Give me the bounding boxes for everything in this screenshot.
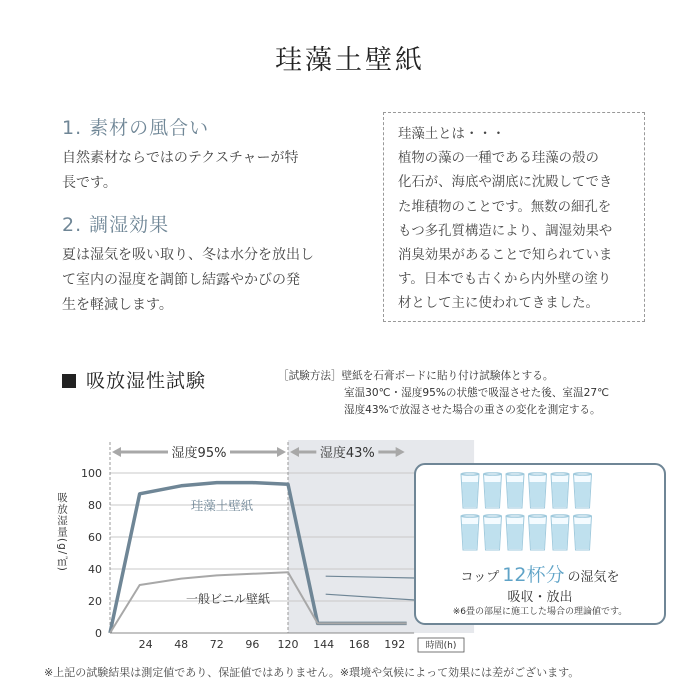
y-tick-label: 40 [88,563,102,576]
feature-2-line: て室内の湿度を調節し結露やかびの発 [62,272,300,288]
series-label: 一般ビニル壁紙 [185,592,271,606]
y-tick-label: 100 [81,467,102,480]
callout-line-2: 吸収・放出 [507,590,573,605]
x-tick-label: 120 [277,638,299,651]
test-method-line: 室温30℃・湿度95%の状態で吸湿させた後、室温27℃ [344,387,609,399]
cup-icon [484,473,502,509]
cup-icon [529,515,547,551]
test-method-line: ［試験方法］壁紙を石膏ボードに貼り付け試験体とする。 [278,370,554,382]
x-tick-label: 192 [384,638,406,651]
info-line: 消臭効果があることで知られていま [398,248,613,264]
feature-1-line: 長です。 [62,175,117,191]
info-line: 珪藻土とは・・・ [398,127,506,142]
callout-pre: コップ [460,570,500,585]
info-line: 材として主に使われてきました。 [398,296,599,312]
square-bullet-icon [62,374,76,388]
callout-note: ※6畳の部屋に施工した場合の理論値です。 [452,607,628,617]
page-title: 珪藻土壁紙 [275,45,425,76]
info-line: す。日本でも古くから内外壁の塗り [398,272,612,288]
x-tick-label: 48 [174,638,189,651]
feature-2-heading: 2. 調湿効果 [62,214,170,236]
y-tick-label: 20 [88,595,102,608]
test-method-line: 湿度43%で放湿させた場合の重さの変化を測定する。 [344,404,601,416]
cup-icon [461,473,479,509]
y-axis-label: 吸放湿量(g/㎡) [56,492,68,572]
callout-post: の湿気を [567,570,620,585]
moisture-chart [0,430,700,655]
x-tick-label: 96 [245,638,260,651]
phase-label: 湿度43% [319,446,375,461]
x-tick-label: 144 [313,638,335,651]
cup-icon [551,473,569,509]
x-axis-label: 時間(h) [425,641,457,651]
y-tick-label: 60 [88,531,102,544]
arrow-left-icon [112,447,121,457]
cup-icon [461,515,479,551]
cup-icon [574,515,592,551]
cup-icon [484,515,502,551]
arrow-right-icon [277,447,286,457]
x-tick-label: 168 [348,638,370,651]
cup-icon [574,473,592,509]
test-heading [62,366,206,393]
y-tick-label: 0 [95,627,102,640]
feature-2-line: 夏は湿気を吸い取り、冬は水分を放出し [62,247,314,263]
cup-icon [506,473,524,509]
feature-1-text [62,146,298,196]
footer-note: ※上記の試験結果は測定値であり、保証値ではありません。※環境や気候によって効果には差がございます。 [44,666,580,679]
info-line: 植物の藻の一種である珪藻の殻の [398,151,599,167]
cup-icon [529,473,547,509]
phase-label: 湿度95% [171,446,227,461]
test-heading-text: 吸放湿性試験 [86,370,207,392]
feature-2-text [62,243,314,318]
feature-1-line: 自然素材ならではのテクスチャーが特 [62,150,299,166]
x-tick-label: 24 [138,638,153,651]
series-label: 珪藻土壁紙 [190,498,254,513]
feature-1-heading: 1. 素材の風合い [62,117,210,139]
cup-icon [551,515,569,551]
info-line: もつ多孔質構造により、調湿効果や [398,223,613,239]
x-tick-label: 72 [209,638,224,651]
callout-highlight: 12杯分 [502,564,565,586]
y-tick-label: 80 [88,499,102,512]
info-line: た堆積物のことです。無数の細孔を [398,199,612,215]
cup-icon [506,515,524,551]
diatomite-info-box [383,112,645,322]
info-line: 化石が、海底や湖底に沈殿してでき [398,175,613,191]
callout-line-1 [416,560,664,587]
feature-2-line: 生を軽減します。 [62,297,173,313]
